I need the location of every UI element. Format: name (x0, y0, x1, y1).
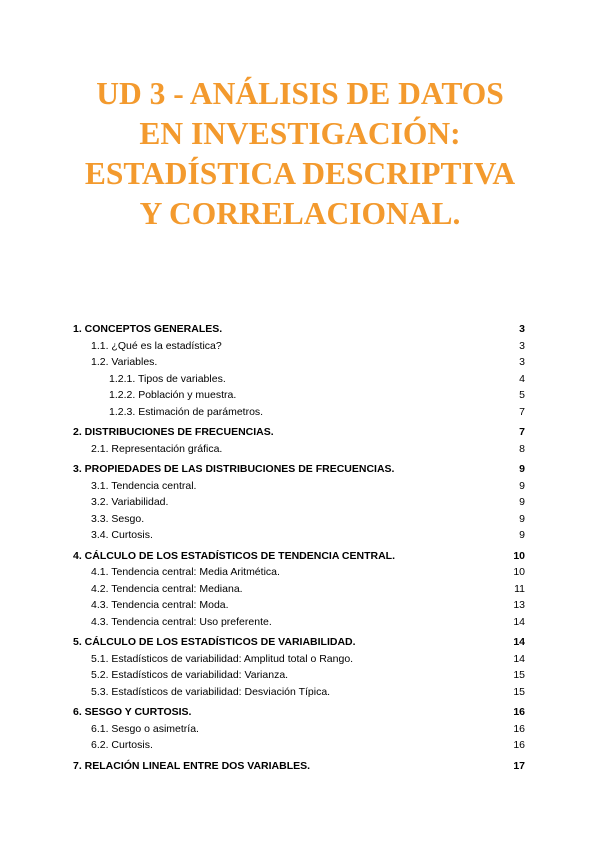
toc-entry-page: 16 (513, 706, 525, 718)
toc-entry-page: 16 (513, 722, 525, 735)
toc-entry-label: 4. CÁLCULO DE LOS ESTADÍSTICOS DE TENDENCIA CENTRAL. (73, 549, 396, 562)
toc-entry-page: 14 (513, 615, 525, 628)
title-line: EN INVESTIGACIÓN: (139, 116, 461, 151)
toc-entry[interactable] (73, 614, 527, 631)
toc-entry-page: 10 (513, 549, 525, 562)
toc-entry[interactable] (73, 581, 527, 598)
toc-entry[interactable] (73, 684, 527, 701)
toc-entry-label: 4.3. Tendencia central: Uso preferente. (91, 615, 272, 628)
title-line: Y CORRELACIONAL. (139, 196, 461, 231)
toc-entry-label: 4.1. Tendencia central: Media Aritmética. (91, 566, 280, 578)
toc-entry-label: 3.4. Curtosis. (91, 529, 153, 541)
toc-entry-label: 4.2. Tendencia central: Mediana. (91, 582, 243, 595)
toc-entry-label: 1.2.3. Estimación de parámetros. (109, 405, 264, 418)
toc-entry[interactable] (73, 667, 527, 684)
toc-entry-label: 5. CÁLCULO DE LOS ESTADÍSTICOS DE VARIABILIDAD. (73, 636, 356, 648)
toc-entry[interactable] (73, 387, 527, 404)
toc-entry-page: 9 (519, 512, 525, 525)
toc-entry[interactable] (73, 354, 527, 371)
toc-entry-label: 2. DISTRIBUCIONES DE FRECUENCIAS. (73, 426, 274, 438)
document-title (0, 74, 600, 234)
toc-entry-label: 1.2. Variables. (91, 356, 158, 368)
toc-entry-label: 5.3. Estadísticos de variabilidad: Desviación Típica. (91, 685, 331, 698)
toc-entry-page: 14 (513, 636, 525, 648)
toc-entry-page: 14 (513, 652, 525, 665)
toc-entry[interactable] (73, 494, 527, 511)
toc-entry[interactable] (73, 404, 527, 421)
toc-entry-page: 9 (519, 479, 525, 492)
toc-entry-label: 1. CONCEPTOS GENERALES. (73, 323, 223, 335)
toc-entry-label: 6. SESGO Y CURTOSIS. (73, 706, 192, 718)
toc-entry-page: 9 (519, 496, 525, 508)
toc-entry-page: 3 (519, 323, 525, 335)
toc-entry-page: 8 (519, 442, 525, 455)
toc-entry[interactable] (73, 704, 527, 721)
toc-entry-label: 1.1. ¿Qué es la estadística? (91, 339, 222, 352)
toc-entry[interactable] (73, 527, 527, 544)
toc-entry-page: 3 (519, 356, 525, 368)
title-line: ESTADÍSTICA DESCRIPTIVA (84, 156, 516, 191)
toc-entry[interactable] (73, 321, 527, 338)
toc-entry-page: 15 (513, 685, 525, 698)
toc-entry[interactable] (73, 721, 527, 738)
toc-entry-page: 13 (513, 599, 525, 611)
toc-entry-page: 9 (519, 463, 525, 475)
table-of-contents (73, 321, 527, 774)
toc-entry-page: 11 (514, 582, 525, 595)
toc-entry-page: 15 (513, 669, 525, 681)
toc-entry-page: 16 (513, 739, 525, 751)
toc-entry-page: 4 (519, 372, 525, 385)
toc-entry[interactable] (73, 511, 527, 528)
toc-entry[interactable] (73, 564, 527, 581)
toc-entry-label: 3.3. Sesgo. (91, 512, 145, 525)
toc-entry[interactable] (73, 461, 527, 478)
toc-entry-label: 2.1. Representación gráfica. (91, 442, 223, 455)
toc-entry[interactable] (73, 651, 527, 668)
toc-entry[interactable] (73, 737, 527, 754)
toc-entry-label: 3.1. Tendencia central. (91, 479, 197, 492)
toc-entry-label: 3.2. Variabilidad. (91, 496, 169, 508)
toc-entry-page: 9 (519, 529, 525, 541)
toc-entry-label: 6.2. Curtosis. (91, 739, 153, 751)
toc-entry-label: 7. RELACIÓN LINEAL ENTRE DOS VARIABLES. (73, 759, 311, 772)
toc-entry-page: 7 (519, 426, 525, 438)
toc-entry-label: 5.2. Estadísticos de variabilidad: Varianza. (91, 669, 289, 681)
toc-entry-page: 3 (519, 339, 525, 352)
toc-entry[interactable] (73, 441, 527, 458)
toc-entry-page: 17 (513, 759, 525, 772)
toc-entry[interactable] (73, 338, 527, 355)
toc-entry[interactable] (73, 758, 527, 775)
toc-entry-page: 10 (513, 566, 525, 578)
toc-entry[interactable] (73, 597, 527, 614)
toc-entry-label: 6.1. Sesgo o asimetría. (91, 722, 199, 735)
toc-entry-page: 5 (519, 389, 525, 401)
toc-entry-label: 5.1. Estadísticos de variabilidad: Amplitud total o Rango. (91, 652, 354, 665)
toc-entry[interactable] (73, 424, 527, 441)
toc-entry[interactable] (73, 548, 527, 565)
toc-entry-label: 4.3. Tendencia central: Moda. (91, 599, 229, 611)
toc-entry[interactable] (73, 371, 527, 388)
toc-entry[interactable] (73, 634, 527, 651)
toc-entry-label: 1.2.1. Tipos de variables. (109, 372, 226, 385)
toc-entry-label: 1.2.2. Población y muestra. (109, 389, 237, 401)
title-line: UD 3 - ANÁLISIS DE DATOS (96, 76, 504, 111)
toc-entry-label: 3. PROPIEDADES DE LAS DISTRIBUCIONES DE FRECUENCIAS. (73, 463, 395, 475)
toc-entry-page: 7 (519, 405, 525, 418)
toc-entry[interactable] (73, 478, 527, 495)
